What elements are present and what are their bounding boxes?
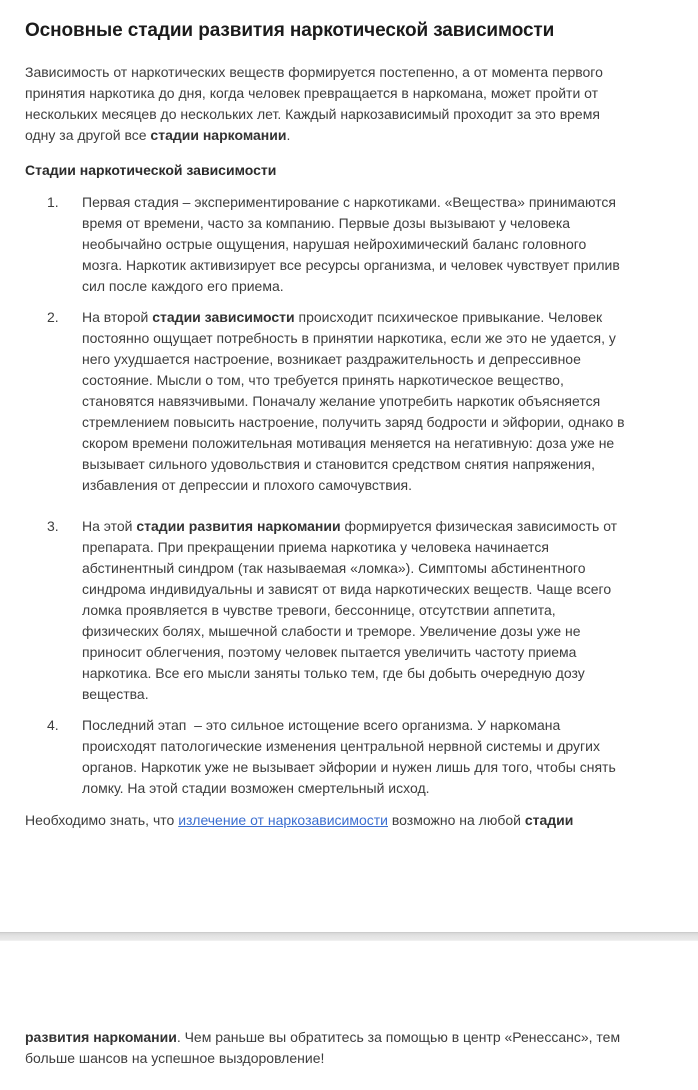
bold-text-run: стадии наркомании bbox=[150, 127, 287, 143]
text-run: На второй bbox=[82, 309, 153, 325]
text-run: возможно на любой bbox=[388, 812, 525, 828]
list-item-text-2 bbox=[82, 307, 627, 496]
list-item-text-1 bbox=[82, 192, 627, 297]
bold-text-run: стадии bbox=[524, 812, 574, 828]
list-number-2: 2. bbox=[47, 309, 59, 325]
page-title: Основные стадии развития наркотической зависимости bbox=[25, 20, 555, 41]
list-item-stage-1 bbox=[25, 192, 698, 297]
list-item-stage-2 bbox=[25, 307, 698, 496]
bold-text-run: стадии развития наркомании bbox=[136, 518, 341, 534]
text-run: происходит психическое привыкание. Человек постоянно ощущает потребность в принятии наркотика, если же это не удается, у него ухудшается настроение, возникает раздражительность и депрессивное состояние. Мысли о том, что требуется принять наркотическое вещество, становятся навязчивыми. Поначалу желание употребить наркотик объясняется стремлением повысить настроение, получить заряд бодрости и эйфории, однако в скором времени положительная мотивация меняется на негативную: доза уже не вызывает сильного удовольствия и становится средством снятия напряжения, избавления от депрессии и плохого самочувствия. bbox=[82, 309, 625, 493]
list-item-stage-3 bbox=[25, 516, 698, 705]
text-run: . bbox=[286, 127, 291, 143]
text-run: формируется физическая зависимость от препарата. При прекращении приема наркотика у человека начинается абстинентный синдром (так называемая «ломка»). Симптомы абстинентного синдрома индивидуальны и зависят от вида наркотических веществ. Чаще всего ломка проявляется в чувстве тревоги, бессоннице, отсутствии аппетита, физических болях, мышечной слабости и треморе. Увеличение дозы уже не приносит облегчения, поэтому человек пытается увеличить частоту приема наркотика. Все его мысли заняты только тем, где бы добыть очередную дозу вещества. bbox=[82, 518, 618, 702]
text-run: . Чем раньше вы обратитесь за помощью в центр «Ренессанс», тем больше шансов на успешное выздоровление! bbox=[25, 1029, 621, 1066]
text-run: На этой bbox=[82, 518, 137, 534]
footer-paragraph bbox=[25, 1027, 645, 1069]
note-paragraph bbox=[25, 810, 645, 831]
text-run: Зависимость от наркотических веществ формируется постепенно, а от момента первого принятия наркотика до дня, когда человек превращается в наркомана, может пройти от нескольких месяцев до нескольких лет. Каждый наркозависимый проходит за это время одну за другой все bbox=[25, 64, 603, 143]
text-run: Первая стадия – экспериментирование с наркотиками. «Вещества» принимаются время от времени, часто за компанию. Первые дозы вызывают у человека необычайно острые ощущения, нарушая нейрохимический баланс головного мозга. Наркотик активизирует все ресурсы организма, и человек чувствует прилив сил после каждого его приема. bbox=[82, 194, 620, 294]
bold-text-run: развития наркомании bbox=[25, 1029, 177, 1045]
page-break-band bbox=[0, 932, 698, 941]
text-run: Последний этап – это сильное истощение всего организма. У наркомана происходят патологические изменения центральной нервной системы и других органов. Наркотик уже не вызывает эйфории и нужен лишь для того, чтобы снять ломку. На этой стадии возможен смертельный исход. bbox=[82, 717, 616, 796]
list-item-stage-4 bbox=[25, 715, 698, 799]
list-number-4: 4. bbox=[47, 717, 59, 733]
intro-paragraph bbox=[25, 62, 625, 146]
treatment-link[interactable]: излечение от наркозависимости bbox=[178, 812, 388, 828]
section-heading: Стадии наркотической зависимости bbox=[25, 162, 277, 178]
list-item-text-3 bbox=[82, 516, 627, 705]
list-item-text-4 bbox=[82, 715, 627, 799]
stages-list bbox=[25, 192, 698, 799]
bold-text-run: стадии зависимости bbox=[152, 309, 295, 325]
list-number-1: 1. bbox=[47, 194, 59, 210]
list-number-3: 3. bbox=[47, 518, 59, 534]
text-run: Необходимо знать, что bbox=[25, 812, 179, 828]
